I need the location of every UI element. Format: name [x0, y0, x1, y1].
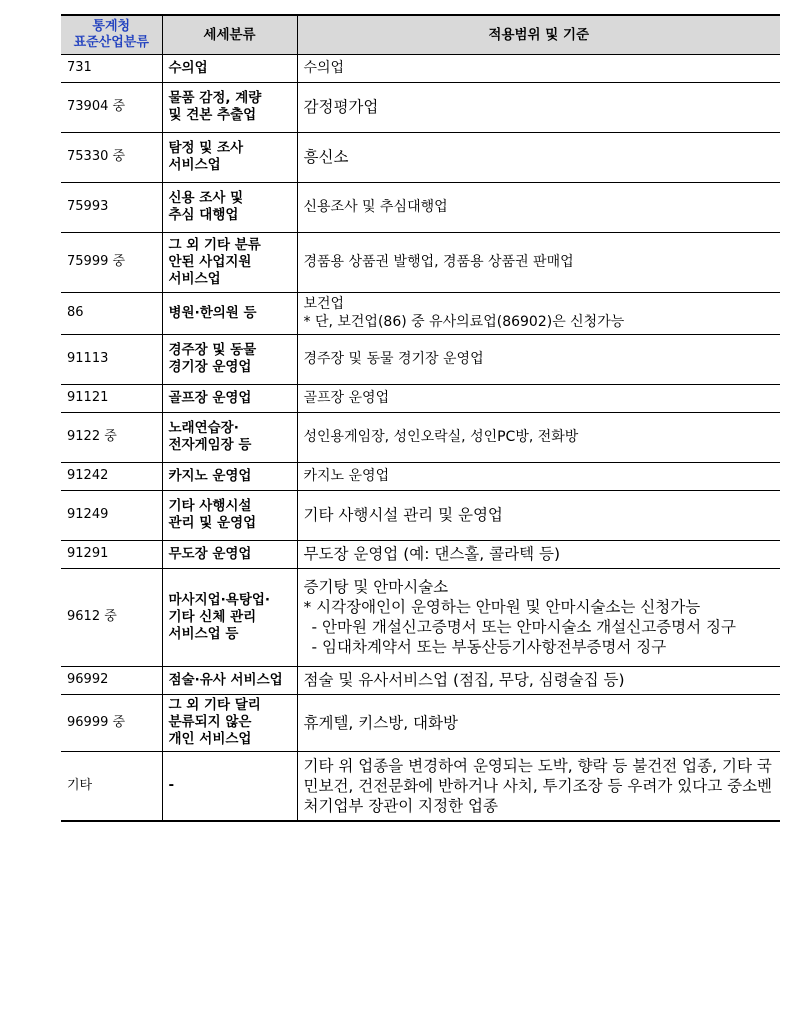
scope-line: 경주장 및 동물 경기장 운영업 — [303, 351, 484, 367]
subclass-name-cell — [162, 694, 297, 751]
subclass-name-line: 및 견본 추출업 — [168, 107, 257, 123]
table-row — [61, 694, 780, 751]
subclass-name-cell — [162, 54, 297, 82]
industry-code-cell: 91291 — [61, 540, 162, 568]
scope-line: 감정평가업 — [303, 98, 379, 116]
scope-cell — [297, 384, 780, 412]
scope-cell — [297, 462, 780, 490]
table-row — [61, 232, 780, 292]
table-header-row — [61, 15, 780, 54]
table-row — [61, 751, 780, 821]
scope-cell — [297, 694, 780, 751]
subclass-name-line: 무도장 운영업 — [168, 545, 252, 562]
industry-code-cell: 91121 — [61, 384, 162, 412]
subclass-name-cell — [162, 490, 297, 540]
scope-line: 흥신소 — [303, 148, 349, 166]
subclass-name-cell — [162, 540, 297, 568]
table-row — [61, 82, 780, 132]
industry-code-cell: 73904 중 — [61, 82, 162, 132]
subclass-name-cell — [162, 412, 297, 462]
scope-cell — [297, 292, 780, 334]
industry-code-cell: 96992 — [61, 666, 162, 694]
subclass-name-line: 개인 서비스업 — [168, 731, 252, 747]
subclass-name-line: 수의업 — [168, 59, 208, 76]
header-scope: 적용범위 및 기준 — [297, 15, 780, 54]
table-row — [61, 334, 780, 384]
table-row — [61, 568, 780, 666]
industry-code-cell: 86 — [61, 292, 162, 334]
industry-code-cell: 75330 중 — [61, 132, 162, 182]
scope-line: 성인용게임장, 성인오락실, 성인PC방, 전화방 — [303, 429, 579, 445]
subclass-name-line: 관리 및 운영업 — [168, 515, 257, 531]
subclass-name-line: 신용 조사 및 — [168, 190, 244, 206]
scope-line: * 시각장애인이 운영하는 안마원 및 안마시술소는 신청가능 — [303, 598, 701, 616]
subclass-name-cell — [162, 334, 297, 384]
scope-cell — [297, 490, 780, 540]
table-row — [61, 182, 780, 232]
scope-cell — [297, 540, 780, 568]
table-row — [61, 384, 780, 412]
restricted-industry-table — [61, 14, 780, 822]
subclass-name-line: 기타 신체 관리 — [168, 608, 257, 625]
industry-code-cell: 9612 중 — [61, 568, 162, 666]
header-code-line2: 표준산업분류 — [73, 34, 149, 50]
subclass-name-line: 카지노 운영업 — [168, 467, 252, 484]
subclass-name-cell — [162, 666, 297, 694]
subclass-name-cell — [162, 232, 297, 292]
subclass-name-line: 전자게임장 등 — [168, 437, 252, 453]
scope-line: 무도장 운영업 (예: 댄스홀, 콜라텍 등) — [303, 545, 561, 563]
scope-line: 보건업 — [303, 296, 345, 312]
table-row — [61, 292, 780, 334]
subclass-name-line: 그 외 기타 달리 — [168, 697, 261, 713]
subclass-name-line: 추심 대행업 — [168, 207, 239, 223]
subclass-name-cell — [162, 182, 297, 232]
subclass-name-cell — [162, 751, 297, 821]
table-row — [61, 412, 780, 462]
scope-cell — [297, 334, 780, 384]
subclass-name-line: 병원·한의원 등 — [168, 304, 257, 321]
header-industry-code — [61, 15, 162, 54]
scope-line: 기타 사행시설 관리 및 운영업 — [303, 506, 503, 524]
subclass-name-line: 서비스업 — [168, 270, 221, 287]
table-row — [61, 462, 780, 490]
scope-line: 점술 및 유사서비스업 (점집, 무당, 심령술집 등) — [303, 671, 625, 689]
industry-code-cell: 9122 중 — [61, 412, 162, 462]
industry-code-cell: 75999 중 — [61, 232, 162, 292]
subclass-name-line: 경주장 및 동물 — [168, 342, 257, 358]
scope-cell — [297, 182, 780, 232]
scope-line: 수의업 — [303, 60, 345, 76]
subclass-name-cell — [162, 568, 297, 666]
subclass-name-line: 서비스업 등 — [168, 625, 239, 642]
subclass-name-line: - — [168, 777, 175, 794]
scope-cell — [297, 751, 780, 821]
scope-cell — [297, 82, 780, 132]
header-code-line1: 통계청 — [92, 18, 131, 34]
industry-code-cell: 91113 — [61, 334, 162, 384]
table-row — [61, 490, 780, 540]
scope-cell — [297, 232, 780, 292]
subclass-name-line: 경기장 운영업 — [168, 359, 252, 375]
industry-code-cell: 96999 중 — [61, 694, 162, 751]
subclass-name-line: 노래연습장· — [168, 420, 239, 436]
subclass-name-cell — [162, 82, 297, 132]
subclass-name-line: 서비스업 — [168, 157, 221, 173]
subclass-name-line: 점술·유사 서비스업 — [168, 671, 283, 688]
subclass-name-line: 안된 사업지원 — [168, 253, 252, 270]
scope-cell — [297, 132, 780, 182]
subclass-name-cell — [162, 292, 297, 334]
scope-cell — [297, 568, 780, 666]
scope-cell — [297, 412, 780, 462]
industry-code-cell: 91242 — [61, 462, 162, 490]
subclass-name-line: 골프장 운영업 — [168, 389, 252, 406]
scope-line: - 임대차계약서 또는 부동산등기사항전부증명서 징구 — [311, 638, 667, 656]
scope-line: 증기탕 및 안마시술소 — [303, 578, 449, 596]
subclass-name-cell — [162, 384, 297, 412]
table-row — [61, 132, 780, 182]
scope-line: - 안마원 개설신고증명서 또는 안마시술소 개설신고증명서 징구 — [311, 618, 736, 636]
subclass-name-line: 마사지업·욕탕업· — [168, 591, 271, 608]
industry-code-cell: 75993 — [61, 182, 162, 232]
subclass-name-line: 분류되지 않은 — [168, 714, 252, 730]
industry-code-cell: 91249 — [61, 490, 162, 540]
subclass-name-cell — [162, 462, 297, 490]
table-row — [61, 54, 780, 82]
subclass-name-line: 탐정 및 조사 — [168, 140, 244, 156]
scope-line: * 단, 보건업(86) 중 유사의료업(86902)은 신청가능 — [303, 314, 625, 330]
table-row — [61, 666, 780, 694]
industry-code-cell: 731 — [61, 54, 162, 82]
subclass-name-line: 기타 사행시설 — [168, 498, 252, 514]
scope-cell — [297, 54, 780, 82]
subclass-name-line: 그 외 기타 분류 — [168, 236, 261, 253]
industry-code-cell: 기타 — [61, 751, 162, 821]
scope-line: 골프장 운영업 — [303, 390, 390, 406]
scope-cell — [297, 666, 780, 694]
scope-line: 경품용 상품권 발행업, 경품용 상품권 판매업 — [303, 254, 574, 270]
scope-line: 기타 위 업종을 변경하여 운영되는 도박, 향락 등 불건전 업종, 기타 국민보건, 건전문화에 반하거나 사치, 투기조장 등 우려가 있다고 중소벤처기업부 장관이 지정한 업종 — [303, 756, 773, 815]
scope-line: 카지노 운영업 — [303, 468, 390, 484]
subclass-name-cell — [162, 132, 297, 182]
table-row — [61, 540, 780, 568]
scope-line: 신용조사 및 추심대행업 — [303, 199, 448, 215]
subclass-name-line: 물품 감정, 계량 — [168, 90, 262, 106]
scope-line: 휴게텔, 키스방, 대화방 — [303, 713, 458, 732]
header-subclass: 세세분류 — [162, 15, 297, 54]
